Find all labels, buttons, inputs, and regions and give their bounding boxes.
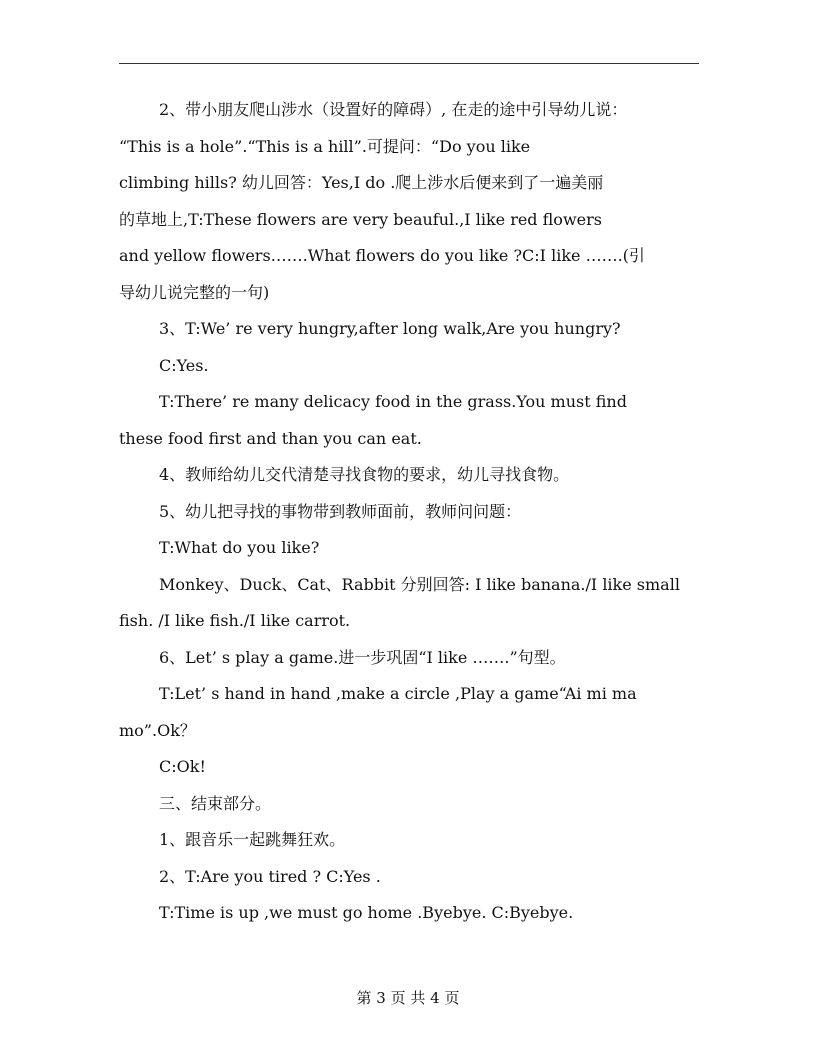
text-line: 4、教师给幼儿交代清楚寻找食物的要求，幼儿寻找食物。 — [159, 465, 570, 484]
text-line: 6、Let’ s play a game.进一步巩固“I like …….”句型。 — [159, 647, 566, 667]
text-line: mo”.Ok？ — [119, 720, 196, 740]
text-line: T:There’ re many delicacy food in the grass.You must find — [159, 392, 627, 411]
header-rule — [119, 63, 699, 64]
text-line: 2、带小朋友爬山涉水（设置好的障碍）, 在走的途中引导幼儿说： — [159, 100, 628, 119]
text-line: these food first and than you can eat. — [119, 428, 422, 448]
text-line: T:What do you like? — [159, 538, 320, 557]
text-line: T:Let’ s hand in hand ,make a circle ,Play a game“Ai mi ma — [159, 684, 637, 703]
page-number: 第 3 页 共 4 页 — [356, 989, 460, 1007]
text-line: Monkey、Duck、Cat、Rabbit 分别回答: I like banana./I like small — [159, 574, 680, 594]
text-line: 导幼儿说完整的一句) — [119, 282, 270, 302]
text-line: 2、T:Are you tired ? C:Yes . — [159, 866, 381, 886]
text-line: 3、T:We’ re very hungry,after long walk,Are you hungry? — [159, 319, 621, 338]
text-line: “This is a hole”.“This is a hill”.可提问：“Do you like — [119, 136, 531, 156]
section-heading: 三、结束部分。 — [159, 793, 272, 813]
text-line: T:Time is up ,we must go home .Byebye. C:Byebye. — [159, 903, 574, 922]
text-line: 1、跟音乐一起跳舞狂欢。 — [159, 830, 346, 849]
text-line: fish. /I like fish./I like carrot. — [119, 611, 351, 630]
text-line: C:Yes. — [159, 355, 209, 375]
text-line: and yellow flowers…….What flowers do you like ?C:I like …….(引 — [119, 246, 645, 265]
text-line: climbing hills? 幼儿回答：Yes,I do .爬上涉水后便来到了一遍美丽 — [119, 173, 604, 192]
document-body — [119, 92, 719, 932]
text-line: C:Ok! — [159, 757, 206, 776]
text-line: 的草地上,T:These flowers are very beauful.,I like red flowers — [119, 209, 602, 229]
text-line: 5、幼儿把寻找的事物带到教师面前，教师问问题： — [159, 501, 522, 521]
